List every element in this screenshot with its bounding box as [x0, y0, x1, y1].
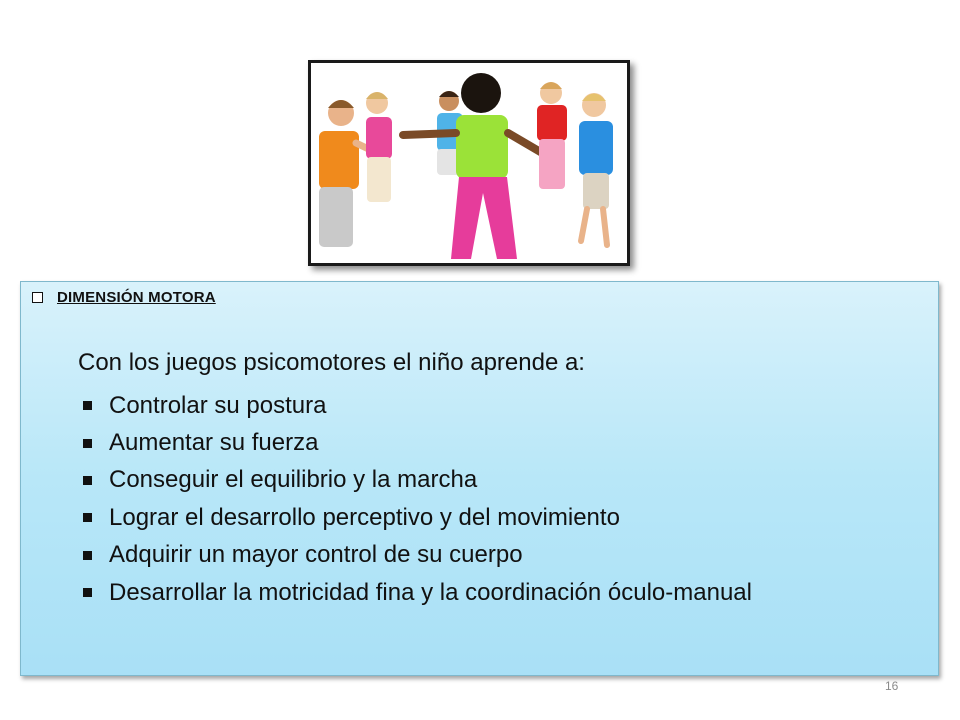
list-item-label: Controlar su postura	[109, 391, 327, 419]
list-item-label: Adquirir un mayor control de su cuerpo	[109, 541, 523, 569]
list-item	[78, 387, 752, 424]
list-item	[78, 462, 752, 499]
list-item	[78, 499, 752, 536]
list-item	[78, 574, 752, 611]
list-item	[78, 537, 752, 574]
intro-text: Con los juegos psicomotores el niño aprende a:	[78, 349, 585, 376]
skills-list	[78, 387, 752, 611]
square-bullet-icon	[83, 551, 92, 560]
list-item-label: Aumentar su fuerza	[109, 429, 319, 457]
section-heading: DIMENSIÓN MOTORA	[57, 289, 216, 306]
motor-dimension-box	[20, 281, 939, 676]
page-number: 16	[885, 679, 899, 693]
checkbox-square-icon	[31, 291, 45, 305]
square-bullet-icon	[83, 439, 92, 448]
square-bullet-icon	[83, 588, 92, 597]
list-item-label: Conseguir el equilibrio y la marcha	[109, 466, 478, 494]
list-item-label: Desarrollar la motricidad fina y la coordinación óculo-manual	[109, 578, 752, 606]
square-bullet-icon	[83, 476, 92, 485]
list-item-label: Lograr el desarrollo perceptivo y del movimiento	[109, 503, 620, 531]
list-item	[78, 424, 752, 461]
children-playing-photo	[308, 60, 630, 266]
square-bullet-icon	[83, 513, 92, 522]
square-bullet-icon	[83, 401, 92, 410]
section-heading-row	[31, 289, 216, 306]
